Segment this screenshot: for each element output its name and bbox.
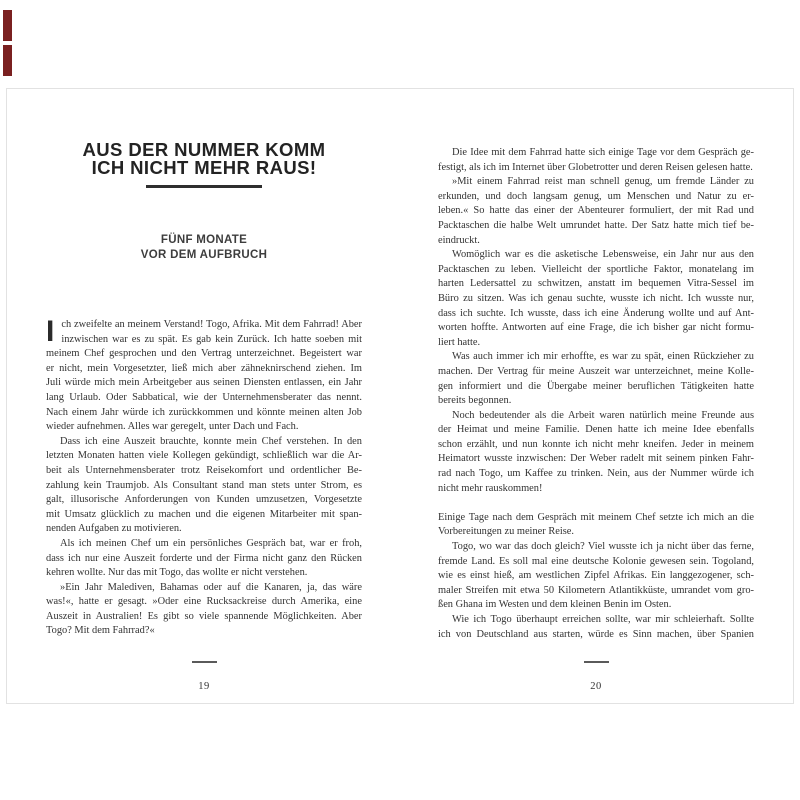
text-line: der Heimat und meine Familie. Denen hatte ich meine Idee ebenfalls <box>438 424 754 436</box>
text-line: Packtaschen die halbe Welt umrundet hatte. Der Satz hatte mich tief be- <box>438 219 754 231</box>
text-line: meinem Chef gesprochen und den Vertrag unterzeichnet. Begeistert war <box>46 348 362 360</box>
text-line: worten hoffte. Antworten auf eine Frage, die ich bisher gar nicht formu- <box>438 322 754 334</box>
left-page-footer <box>46 661 362 693</box>
paragraph <box>438 511 754 540</box>
text-line: ich von Deutschland aus starten, würde es Sinn machen, über Spanien <box>438 628 754 640</box>
paragraph <box>438 409 754 497</box>
text-line: bereits begonnen. <box>438 395 512 407</box>
text-line: »Mit einem Fahrrad reist man schnell genug, um fremde Länder zu <box>452 176 754 188</box>
red-bookmark-mark-bottom <box>3 45 12 76</box>
chapter-subtitle-line1: FÜNF MONATE <box>160 234 248 246</box>
text-line: mit Umsatz glücklich zu machen und die eigenen Mitarbeiter mit span- <box>46 508 362 520</box>
footer-rule <box>192 661 217 663</box>
text-line: maler Streifen mit etwa 50 Kilometern Atlantikküste, umrandet vom gro- <box>438 584 754 596</box>
chapter-subtitle-line2: VOR DEM AUFBRUCH <box>140 249 268 261</box>
text-line: erkunden, und doch langsam genug, um Menschen und Natur zu er- <box>438 190 754 202</box>
text-line: schon erzählt, und nun konnte ich nicht mehr kneifen. Jeder in meinem <box>438 438 754 450</box>
text-line: beit als Unternehmensberater trotz Reisekomfort und ordentlicher Be- <box>46 464 362 476</box>
text-line: gen informiert und die Übergabe meiner beruflichen Tätigkeiten hatte <box>438 380 754 392</box>
right-page <box>438 89 754 703</box>
chapter-title-line2: ICH NICHT MEHR RAUS! <box>91 156 317 178</box>
paragraph <box>438 248 754 350</box>
text-line: ßen Ghana im Westen und dem kleinen Benin im Osten. <box>438 599 672 611</box>
text-line: er nicht, mein Vorgesetzter, ließ mich aber zähneknirschend ziehen. Im <box>46 362 362 374</box>
paragraph <box>46 537 362 581</box>
chapter-title-line1: AUS DER NUMMER KOMM <box>82 139 326 160</box>
text-line: Nach einem Jahr würde ich zurückkommen und könnte meinen alten Job <box>46 406 362 418</box>
chapter-title <box>46 141 362 176</box>
right-page-body <box>438 146 754 642</box>
paragraph <box>46 315 362 435</box>
page-number-right: 20 <box>590 681 602 692</box>
drop-cap: I <box>46 315 55 348</box>
text-line: Togo, wo war das doch gleich? Viel wusste ich ja nicht über das ferne, <box>452 541 754 553</box>
text-line: ch zweifelte an meinem Verstand! Togo, Afrika. Mit dem Fahrrad! Aber <box>61 319 362 330</box>
paragraph <box>438 146 754 175</box>
text-line: festigt, als ich im Internet über Globetrotter und deren Reisen gelesen hatte. <box>438 161 753 173</box>
paragraph <box>46 581 362 639</box>
text-line: Einige Tage nach dem Gespräch mit meinem Chef setzte ich mich an die <box>438 511 754 523</box>
text-line: Was auch immer ich mir erhoffte, es war zu spät, einen Rückzieher zu <box>452 351 754 363</box>
text-line: Packtaschen zu leben. Vielleicht der sportliche Faktor, monatelang im <box>438 263 754 275</box>
text-line: wie es einst hieß, am westlichen Zipfel Afrikas. Ein langgezogener, sch- <box>438 570 754 582</box>
text-line: Auszeit in Australien! Es gibt so viele spannende Möglichkeiten. Aber <box>46 610 362 622</box>
text-line: rad nach Togo, um Kaffee zu trinken. Nein, aus der Nummer würde ich <box>438 468 754 480</box>
text-line: Heimatort wusste inzwischen: Der Weber radelt mit seinem pinken Fahr- <box>438 453 754 465</box>
text-line: letzten Monaten hatten viele Kollegen gekündigt, schließlich war die Ar- <box>46 450 362 462</box>
text-line: nenden Aufgaben zu motivieren. <box>46 523 182 535</box>
left-page <box>46 89 362 703</box>
text-line: was!«, hatte er gesagt. »Oder eine Rucksackreise durch Amerika, eine <box>46 596 362 608</box>
text-line: harten Ledersattel zu schwitzen, anstatt im bequemen Vitra-Sessel im <box>438 278 754 290</box>
right-page-footer <box>438 661 754 693</box>
text-line: Juli würde mich mein Arbeitgeber aus seinen Diensten entlassen, ein Jahr <box>46 377 362 389</box>
paragraph <box>438 350 754 408</box>
text-line: fremde Land. Es soll mal eine deutsche Kolonie gewesen sein. Togoland, <box>438 555 754 567</box>
paragraph <box>46 435 362 537</box>
text-line: liert hatte. <box>438 336 481 348</box>
book-spread <box>6 88 794 704</box>
text-line: »Ein Jahr Malediven, Bahamas oder auf die Kanaren, ja, das wäre <box>60 581 362 593</box>
text-line: Die Idee mit dem Fahrrad hatte sich einige Tage vor dem Gespräch ge- <box>452 147 754 158</box>
text-line: zahlung kein Traumjob. Als Consultant stand man stets unter Strom, es <box>46 479 362 491</box>
left-page-body <box>46 315 362 639</box>
text-line: Womöglich war es die asketische Lebensweise, ein Jahr nur aus den <box>452 249 754 261</box>
text-line: dass ich nur eine Auszeit forderte und der Firma nicht ganz den Rücken <box>46 552 362 564</box>
paragraph <box>438 175 754 248</box>
red-bookmark-mark-top <box>3 10 12 41</box>
text-line: machen. Der Vertrag für meine Auszeit war unterzeichnet, meine Kolle- <box>438 365 754 377</box>
text-line: Vorbereitungen zu meiner Reise. <box>438 526 574 538</box>
text-line: inzwischen war es zu spät. Es gab kein Zurück. Ich hatte soeben mit <box>61 333 362 345</box>
text-line: galt, illusorische Anforderungen von Kunden umzusetzen, Vorgesetzte <box>46 494 362 506</box>
text-line: Büro zu sitzen. Was ich genau suchte, wusste ich nicht. Ich wusste nur, <box>438 292 754 304</box>
text-line: kehren wollte. Nur das mit Togo, das wollte er nicht verstehen. <box>46 567 308 579</box>
chapter-title-rule <box>146 185 262 188</box>
paragraph <box>438 540 754 613</box>
text-line: Wie ich Togo überhaupt erreichen sollte, war mir schleierhaft. Sollte <box>452 614 754 625</box>
text-line: lang Urlaub. Oder Sabbatical, wie der Unternehmensberater das nennt. <box>46 391 362 403</box>
page-number-left: 19 <box>198 681 210 692</box>
text-line: Togo? Mit dem Fahrrad?« <box>46 625 155 637</box>
text-line: wieder aufnehmen. Alles war geregelt, unter Dach und Fach. <box>46 421 299 433</box>
paragraph <box>438 613 754 642</box>
text-line: dass ich suchte. Ich wusste, dass ich eine Änderung wollte und auf Ant- <box>438 307 754 319</box>
text-line: Als ich meinen Chef um ein persönliches Gespräch bat, war er froh, <box>60 537 362 549</box>
text-line: Dass ich eine Auszeit brauchte, konnte mein Chef verstehen. In den <box>60 435 362 447</box>
chapter-subtitle <box>46 233 362 263</box>
text-line: nicht mehr rauskommen! <box>438 482 543 494</box>
footer-rule <box>584 661 609 663</box>
text-line: eindruckt. <box>438 234 480 246</box>
text-line: leben.« So hatte das einer der Abenteurer formuliert, der mit Rad und <box>438 205 754 217</box>
text-line: Noch bedeutender als die Arbeit waren natürlich meine Freunde aus <box>452 409 754 421</box>
